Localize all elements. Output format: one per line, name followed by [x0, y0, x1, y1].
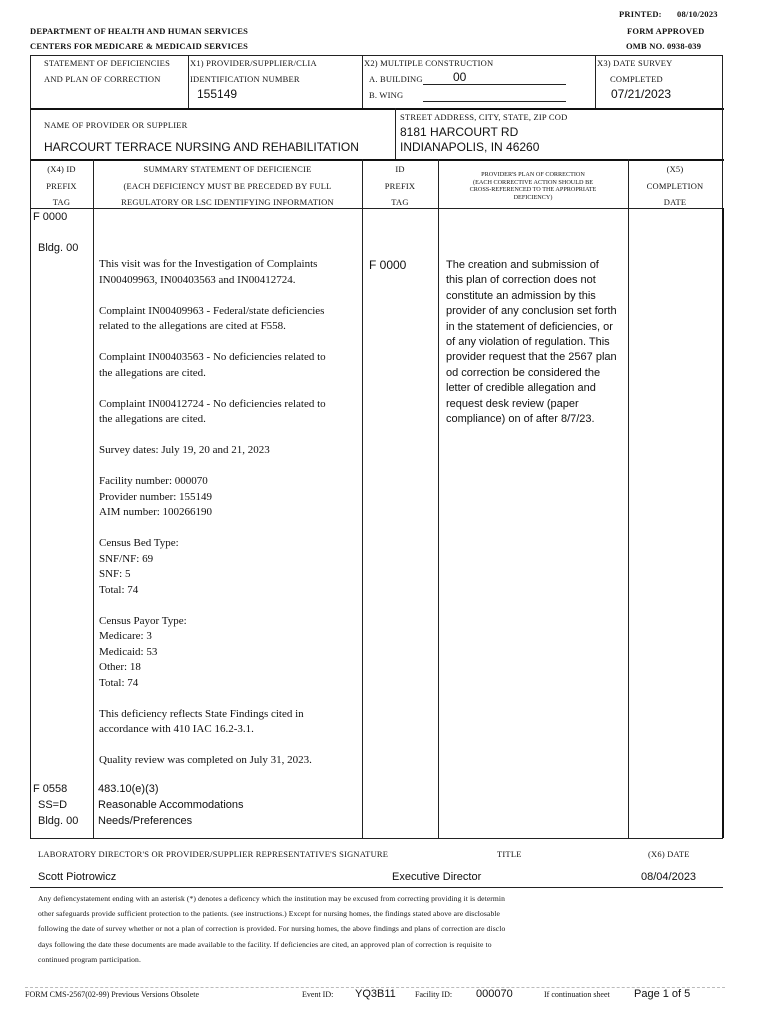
- plan-header: [438, 171, 628, 201]
- id-header-line3: TAG: [391, 197, 409, 207]
- disclaimer-text: Any defiencystatement ending with an asterisk (*) denotes a deficency which the institution may be excused from correcting providing it is determin other safeguards provide sufficient protection to the patients. (see instructions.) Except for nursing homes, the findings stated above are disclosable following the date of survey whether or not a plan of correction is provided. For nursing homes, the above findings and plans of correction are disclo days following the date these documents are made available to the facility. If deficiencies are cited, an approved plan of correction is requisite to continued program participation.: [38, 894, 506, 964]
- summary-paragraph: This visit was for the Investigation of Complaints IN00409963, IN00403563 and IN00412724.: [99, 258, 318, 286]
- event-id-label: Event ID:: [302, 990, 334, 999]
- signer-name: Scott Piotrowicz: [38, 871, 117, 883]
- tag-f0558: F 0558: [33, 783, 68, 795]
- wing-label: B. WING: [369, 90, 404, 100]
- regulation-number: 483.10(e)(3): [98, 783, 159, 795]
- plan-header-line4: DEFICIENCY): [513, 193, 553, 201]
- provider-name: HARCOURT TERRACE NURSING AND REHABILITATION: [44, 140, 359, 154]
- signature-label: LABORATORY DIRECTOR'S OR PROVIDER/SUPPLIER REPRESENTATIVE'S SIGNATURE: [38, 849, 389, 859]
- signature-date: 08/04/2023: [641, 871, 697, 883]
- x4-header-line3: TAG: [52, 197, 71, 207]
- summary-statement: [99, 257, 361, 784]
- plan-of-correction-text: The creation and submission of this plan of correction does not constitute an admission by this provider of any conclusion set forth in the statement of deficiencies, or of any violation of regulation. This provider request that the 2567 plan od correction be considered the letter of credible allegation and request desk review (paper compliance) on of after 8/7/23.: [446, 259, 617, 426]
- summary-header-line2: (EACH DEFICIENCY MUST BE PRECEDED BY FULL: [123, 181, 332, 191]
- provider-name-label: NAME OF PROVIDER OR SUPPLIER: [44, 120, 188, 130]
- summary-paragraph: Facility number: 000070 Provider number: 155149 AIM number: 100266190: [99, 475, 213, 518]
- centers-title: CENTERS FOR MEDICARE & MEDICAID SERVICES: [30, 41, 249, 51]
- x2-label: X2) MULTIPLE CONSTRUCTION: [364, 58, 494, 68]
- signer-title: Executive Director: [392, 871, 482, 883]
- scope-severity: SS=D: [38, 799, 68, 811]
- plan-header-line3: CROSS-REFERENCED TO THE APPROPRIATE: [469, 186, 597, 193]
- printed-label: PRINTED:: [619, 9, 662, 19]
- x5-header-line1: (X5): [666, 164, 684, 174]
- x5-header-line2: COMPLETION: [646, 181, 704, 191]
- tag-bldg-00-2: Bldg. 00: [38, 815, 79, 827]
- x3-label-line2: COMPLETED: [610, 74, 663, 84]
- form-approved: FORM APPROVED: [627, 26, 705, 36]
- address-city: INDIANAPOLIS, IN 46260: [400, 140, 540, 154]
- tag-bldg-00: Bldg. 00: [38, 242, 79, 254]
- x5-header-line3: DATE: [663, 197, 687, 207]
- provider-id-number: 155149: [197, 87, 238, 101]
- statement-label-line2: AND PLAN OF CORRECTION: [44, 74, 161, 84]
- summary-paragraph: Complaint IN00412724 - No deficiencies related to the allegations are cited.: [99, 397, 326, 425]
- building-value: 00: [453, 70, 467, 84]
- summary-paragraph: Census Payor Type: Medicare: 3 Medicaid: 53 Other: 18 Total: 74: [99, 614, 187, 689]
- tag-f0000: F 0000: [33, 211, 68, 223]
- x3-label-line1: X3) DATE SURVEY: [597, 58, 673, 68]
- facility-id-label: Facility ID:: [415, 990, 453, 999]
- id-header-line2: PREFIX: [384, 181, 416, 191]
- event-id-value: YQ3B11: [355, 988, 396, 1000]
- summary-paragraph: Complaint IN00403563 - No deficiencies related to the allegations are cited.: [99, 351, 326, 379]
- summary-paragraph: Survey dates: July 19, 20 and 21, 2023: [99, 444, 270, 456]
- id-prefix-tag: F 0000: [369, 258, 407, 272]
- omb-number: OMB NO. 0938-039: [626, 41, 702, 51]
- id-header-line1: ID: [395, 164, 405, 174]
- address-street: 8181 HARCOURT RD: [400, 125, 519, 139]
- plan-header-line2: (EACH CORRECTIVE ACTION SHOULD BE: [473, 178, 593, 186]
- summary-header-line1: SUMMARY STATEMENT OF DEFICIENCIE: [143, 164, 312, 174]
- continuation-label: If continuation sheet: [544, 990, 610, 999]
- building-label: A. BUILDING: [369, 74, 423, 84]
- x6-date-label: (X6) DATE: [648, 849, 690, 859]
- statement-label-line1: STATEMENT OF DEFICIENCIES: [44, 58, 171, 68]
- address-label: STREET ADDRESS, CITY, STATE, ZIP COD: [400, 112, 568, 122]
- form-id: FORM CMS-2567(02-99) Previous Versions Obsolete: [25, 990, 200, 999]
- x1-label-line1: X1) PROVIDER/SUPPLIER/CLIA: [190, 58, 317, 68]
- department-title: DEPARTMENT OF HEALTH AND HUMAN SERVICES: [30, 26, 249, 36]
- title-label: TITLE: [497, 849, 522, 859]
- summary-header-line3: REGULATORY OR LSC IDENTIFYING INFORMATION: [121, 197, 334, 207]
- printed-date: 08/10/2023: [677, 9, 718, 19]
- summary-paragraph: Census Bed Type: SNF/NF: 69 SNF: 5 Total: 74: [99, 537, 179, 596]
- regulation-title-line2: Needs/Preferences: [98, 815, 193, 827]
- summary-paragraph: This deficiency reflects State Findings cited in accordance with 410 IAC 16.2-3.1.: [99, 707, 304, 735]
- summary-paragraph: Quality review was completed on July 31, 2023.: [99, 754, 312, 766]
- survey-completed-date: 07/21/2023: [611, 87, 672, 101]
- summary-paragraph: Complaint IN00409963 - Federal/state deficiencies related to the allegations are cited at F558.: [99, 304, 325, 332]
- x4-header-line2: PREFIX: [46, 181, 77, 191]
- x4-header-line1: (X4) ID: [47, 164, 76, 174]
- x1-label-line2: IDENTIFICATION NUMBER: [190, 74, 300, 84]
- plan-header-line1: PROVIDER'S PLAN OF CORRECTION: [481, 171, 585, 178]
- regulation-title-line1: Reasonable Accommodations: [98, 799, 244, 811]
- page-number: Page 1 of 5: [634, 988, 691, 1000]
- facility-id-value: 000070: [476, 988, 513, 1000]
